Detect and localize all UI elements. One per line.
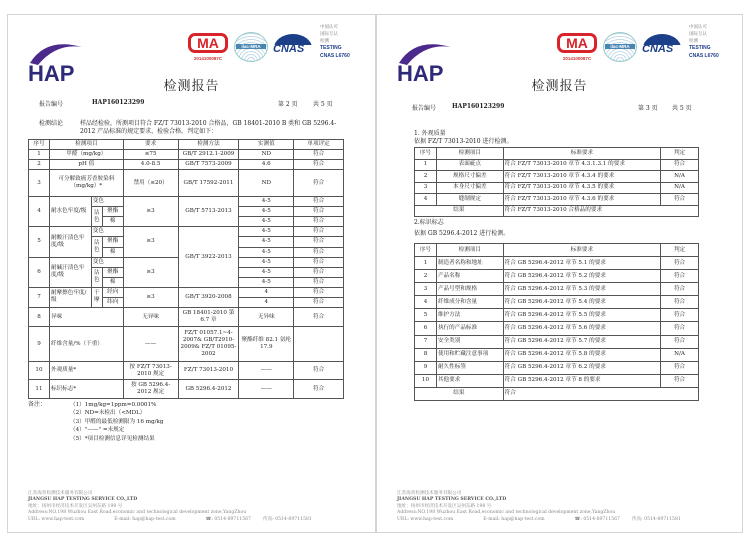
cell: 使用和贮藏注意事项: [436, 348, 503, 361]
header-cell: 检测项目: [49, 140, 123, 150]
cell: FZ/T 73013-2010: [178, 362, 239, 380]
cell: 外观质量*: [49, 362, 123, 380]
cell: 1: [415, 257, 437, 270]
cell: 符合: [503, 387, 698, 400]
cma-number: 2014100087C: [193, 56, 223, 61]
footer-fax: 传真: 0514-89711581: [631, 516, 681, 522]
table-row: [29, 227, 344, 237]
cell: 11: [29, 380, 50, 399]
notes-label: 备注：: [28, 401, 47, 408]
cell: 产品号型和规格: [436, 283, 503, 296]
report-no-label: 报告编号: [39, 101, 64, 108]
result-row: [415, 205, 699, 217]
page-total: 共 5 页: [672, 105, 692, 112]
cell: ——: [239, 380, 294, 399]
cell: 甲醛（mg/kg）: [49, 150, 123, 160]
cell: 4-5: [239, 257, 294, 267]
cell: 符合 FZ/T 73013-2010 章节 4.3.6 的要求: [503, 194, 660, 206]
cell: ——: [239, 362, 294, 380]
footer-email[interactable]: E-mail: hap@hap-test.com: [114, 516, 176, 522]
svg-text:HAP: HAP: [28, 61, 75, 85]
table-row: [29, 327, 344, 362]
cell: 耐摩擦色牢度/级: [49, 287, 91, 307]
cell: 4-5: [239, 217, 294, 227]
footer-address-cn: 地址：扬州市经济技术开发区吴州东路 198 号: [28, 503, 123, 509]
cell: GB/T 2912.1-2009: [178, 150, 239, 160]
cell: 符合 GB 5296.4-2012 章节 5.7 的要求: [503, 335, 660, 348]
header-cell: 检测项目: [436, 244, 503, 257]
cell: 符合: [294, 150, 344, 160]
cell: 制造者名称和地址: [436, 257, 503, 270]
cell: 聚酯纤维 82.1 氨纶 17.9: [239, 327, 294, 362]
cell: 符合 FZ/T 73013-2010 章节 4.3.1.3.1 的要求: [503, 159, 660, 171]
cnas-logo: [643, 34, 681, 62]
report-no: HAP160123299: [92, 99, 145, 106]
table-row: [415, 335, 699, 348]
footer-fax: 传真: 0514-89711581: [262, 516, 312, 522]
footer-address-en: Address:NO.198 Wuzhou East Road,economic and technological development zone,YangZhou: [397, 510, 616, 516]
cell: 3: [415, 283, 437, 296]
table-row: [29, 308, 344, 327]
cell: 4.0-8.5: [123, 160, 178, 170]
cell: 符合 FZ/T 73013-2010 章节 4.3.4 的要求: [503, 171, 660, 183]
table-row: [415, 283, 699, 296]
cell: 符合 GB 5296.4-2012 章节 5.6 的要求: [503, 322, 660, 335]
cell: 无异味: [123, 308, 178, 327]
cell: 7: [29, 287, 50, 307]
labeling-table: [414, 243, 699, 401]
report-page-3: [376, 14, 743, 533]
cell: 按 FZ/T 73013-2010 规定: [123, 362, 178, 380]
footer-email[interactable]: E-mail: hap@hap-test.com: [483, 516, 545, 522]
cell: 符合: [661, 361, 699, 374]
cell: 4-5: [239, 237, 294, 247]
cell: ≥3: [123, 287, 178, 307]
cell: 标识标志*: [49, 380, 123, 399]
cell: 符合: [661, 309, 699, 322]
cell: 符合: [294, 380, 344, 399]
report-no-label: 报告编号: [412, 105, 437, 112]
cell: 4: [415, 296, 437, 309]
cell: 4: [415, 194, 437, 206]
header-cell: 序号: [29, 140, 50, 150]
cell: 2: [415, 270, 437, 283]
cell: 聚酯: [102, 267, 123, 277]
cell: 聚酯: [102, 207, 123, 217]
table-row: [415, 257, 699, 270]
results-table: [28, 139, 344, 399]
table-row: [415, 374, 699, 387]
cell: GB 18401-2010 第 6.7 章: [178, 308, 239, 327]
ilac-mra-logo: [234, 32, 268, 62]
cell: 缝制规定: [436, 194, 503, 206]
acc-line: 国际互认: [689, 31, 707, 36]
header-cell: 标准要求: [503, 148, 660, 160]
table-row: [29, 362, 344, 380]
table-header: [29, 140, 344, 150]
cell: ≥3: [123, 257, 178, 287]
footer-url[interactable]: URL: www.hap-test.com: [28, 516, 85, 522]
table-row: [415, 296, 699, 309]
cell: 符合: [294, 170, 344, 197]
section-2-basis: 依据 GB 5296.4-2012 进行检测。: [414, 230, 510, 237]
note: （5）*项目检测信息详见检测结果: [70, 435, 155, 442]
cell: 耐水色牢度/级: [49, 197, 91, 227]
cell: ≥3: [123, 227, 178, 257]
cell: 5: [29, 227, 50, 257]
cell: 符合: [661, 257, 699, 270]
cell: 9: [415, 361, 437, 374]
cell: 执行的产品标准: [436, 322, 503, 335]
section-2-title: 2.标识标志: [414, 219, 444, 226]
cell: 沾色: [91, 267, 102, 287]
header-cell: 要求: [123, 140, 178, 150]
cell: 符合 GB 5296.4-2012 章节 5.8 的要求: [503, 348, 660, 361]
cell: 4-5: [239, 267, 294, 277]
section-1-basis: 依据 FZ/T 73013-2010 进行检测。: [414, 138, 513, 145]
cell: 4-5: [239, 207, 294, 217]
cma-logo: [557, 33, 597, 53]
report-no: HAP160123299: [452, 103, 505, 110]
page-total: 共 5 页: [313, 101, 333, 108]
footer-phone: ☎: 0514-89711567: [205, 516, 251, 522]
cell: 符合: [294, 308, 344, 327]
page-number: 第 2 页: [278, 101, 298, 108]
acc-number: CNAS L6760: [689, 53, 719, 59]
cell: 4: [239, 297, 294, 307]
cell: 4-5: [239, 227, 294, 237]
cell: 符合 GB 5296.4-2012 章节 5.5 的要求: [503, 309, 660, 322]
note: （4）"——" =未规定: [70, 427, 125, 434]
accreditation-text: [689, 23, 719, 60]
cma-text: MA: [566, 35, 588, 51]
cell: 变色: [91, 227, 123, 237]
cell: 4-5: [239, 277, 294, 287]
cell: 符合: [661, 296, 699, 309]
cell: 8: [29, 308, 50, 327]
cell: 异味: [49, 308, 123, 327]
table-row: [29, 197, 344, 207]
cell: GB/T 5713-2013: [178, 197, 239, 227]
cell: 4: [239, 287, 294, 297]
cell: 耐酸汗渍色牢度/级: [49, 227, 91, 257]
cell: N/A: [661, 348, 699, 361]
cell: 1: [29, 150, 50, 160]
note: （1）1mg/kg=1ppm=0.0001%: [70, 402, 157, 408]
page-title: 检测报告: [163, 79, 220, 94]
table-row: [415, 194, 699, 206]
cell: 符合: [294, 247, 344, 257]
cell: N/A: [661, 171, 699, 183]
cell: 4: [29, 197, 50, 227]
cell: 符合 GB 5296.4-2012 章节 5.4 的要求: [503, 296, 660, 309]
cell: 符合: [294, 257, 344, 267]
cell: 变色: [91, 257, 123, 267]
cell: 符合 GB 5296.4-2012 章节 8 的要求: [503, 374, 660, 387]
cell: 符合: [294, 297, 344, 307]
section-1-title: 1. 外观质量: [414, 130, 446, 137]
cma-number: 2014100087C: [562, 56, 592, 61]
cell: 符合: [294, 287, 344, 297]
page-title: 检测报告: [531, 79, 588, 94]
table-row: [29, 160, 344, 170]
table-row: [29, 287, 344, 297]
cell: 符合 GB 5296.4-2012 章节 5.2 的要求: [503, 270, 660, 283]
cell: 其他要求: [436, 374, 503, 387]
cell: FZ/T 01057.1~4-2007& GB/T2910-2009& FZ/T 01095-2002: [178, 327, 239, 362]
notes-list: [70, 401, 164, 443]
table-row: [415, 322, 699, 335]
footer-company-cn: 江苏海普检测技术服务有限公司: [28, 491, 93, 496]
cell: 符合: [294, 362, 344, 380]
header-cell: 单项评定: [294, 140, 344, 150]
cnas-logo: [274, 34, 312, 62]
header-cell: 标准要求: [503, 244, 660, 257]
cell: 符合: [294, 197, 344, 207]
ilac-text: ilac-MRA: [605, 44, 635, 49]
cell: [294, 327, 344, 362]
cell: 纬向: [102, 297, 123, 307]
cell: 3: [415, 182, 437, 194]
cell: GB/T 17592-2011: [178, 170, 239, 197]
page-number: 第 3 页: [638, 105, 658, 112]
header-cell: 检测方法: [178, 140, 239, 150]
conclusion-label: 检测结论: [39, 120, 64, 127]
table-header: [415, 148, 699, 160]
acc-line: 中国认可: [320, 24, 338, 29]
cell: 纤维含量/%（干重）: [49, 327, 123, 362]
table-row: [29, 170, 344, 197]
cell: 本身尺寸偏差: [436, 182, 503, 194]
cell: 耐久性标签: [436, 361, 503, 374]
cell: 棉: [102, 247, 123, 257]
cell: 棉: [102, 277, 123, 287]
table-row: [415, 182, 699, 194]
cnas-text: CNAS: [642, 43, 674, 55]
cnas-text: CNAS: [273, 43, 305, 55]
footer-url[interactable]: URL: www.hap-test.com: [397, 516, 454, 522]
footer-company-en: JIANGSU HAP TESTING SERVICE CO.,LTD: [28, 497, 138, 503]
report-page-2: [7, 14, 376, 533]
table-row: [29, 150, 344, 160]
cell: 3: [29, 170, 50, 197]
cell: 符合 FZ/T 73013-2010 合格品的要求: [503, 205, 698, 217]
footer-company-cn: 江苏海普检测技术服务有限公司: [397, 491, 462, 496]
table-row: [415, 270, 699, 283]
cell: 2: [415, 171, 437, 183]
cell: ND: [239, 150, 294, 160]
cell: 禁用（≤20）: [123, 170, 178, 197]
cell: 符合: [294, 217, 344, 227]
cell: 表面疵点: [436, 159, 503, 171]
cell: 5: [415, 309, 437, 322]
cell: 4-5: [239, 247, 294, 257]
cell: 纤维成分和含量: [436, 296, 503, 309]
cell: 规格尺寸偏差: [436, 171, 503, 183]
cell: 9: [29, 327, 50, 362]
cell: 符合 GB 5296.4-2012 章节 5.3 的要求: [503, 283, 660, 296]
cell: 符合: [661, 194, 699, 206]
cell: 6: [415, 322, 437, 335]
cell: 符合: [661, 159, 699, 171]
cell: 安全类别: [436, 335, 503, 348]
acc-number: CNAS L6760: [320, 53, 350, 59]
header-cell: 判定: [661, 148, 699, 160]
cell: 7: [415, 335, 437, 348]
cell: 符合 GB 5296.4-2012 章节 6.2 的要求: [503, 361, 660, 374]
cell: 4-5: [239, 197, 294, 207]
cell: 符合: [294, 160, 344, 170]
cell: 棉: [102, 217, 123, 227]
footer-address-cn: 地址：扬州市经济技术开发区吴州东路 198 号: [397, 503, 492, 509]
cell: 符合: [661, 283, 699, 296]
cell: 10: [29, 362, 50, 380]
footer-address-en: Address:NO.198 Wuzhou East Road,economic and technological development zone,YangZhou: [28, 510, 247, 516]
header-cell: 实测值: [239, 140, 294, 150]
cell: 符合 GB 5296.4-2012 章节 5.1 的要求: [503, 257, 660, 270]
cell: 4.6: [239, 160, 294, 170]
result-row: [415, 387, 699, 400]
footer: [28, 491, 312, 523]
cell: 按 GB 5296.4-2012 规定: [123, 380, 178, 399]
cell: 符合: [294, 237, 344, 247]
cell: 1: [415, 159, 437, 171]
cell: 聚酯: [102, 237, 123, 247]
cell: 符合: [294, 207, 344, 217]
cell: 符合: [661, 335, 699, 348]
cell: ≤75: [123, 150, 178, 160]
ilac-text: ilac-MRA: [236, 44, 266, 49]
cell: 2: [29, 160, 50, 170]
appearance-table: [414, 147, 699, 217]
footer-phone: ☎: 0514-89711567: [574, 516, 620, 522]
cell: 变色: [91, 197, 123, 207]
cell: 符合: [661, 270, 699, 283]
cell: 结果: [415, 387, 504, 400]
table-row: [29, 380, 344, 399]
note: （3）甲醛的最低检测限为 16 mg/kg: [70, 418, 164, 425]
table-header: [415, 244, 699, 257]
cell: 干摩: [91, 287, 102, 307]
ilac-mra-logo: [603, 32, 637, 62]
cell: 维护方法: [436, 309, 503, 322]
cma-text: MA: [197, 35, 219, 51]
header-cell: 序号: [415, 244, 437, 257]
cell: GB 5296.4-2012: [178, 380, 239, 399]
cell: 可分解致癌芳香胺染料（mg/kg）*: [49, 170, 123, 197]
acc-line: 中国认可: [689, 24, 707, 29]
cell: ——: [123, 327, 178, 362]
table-row: [415, 348, 699, 361]
cell: 10: [415, 374, 437, 387]
cell: 6: [29, 257, 50, 287]
cell: 符合 FZ/T 73013-2010 章节 4.3.5 的要求: [503, 182, 660, 194]
acc-line: 国际互认: [320, 31, 338, 36]
cell: 经向: [102, 287, 123, 297]
cell: 符合: [294, 267, 344, 277]
cell: 符合: [294, 227, 344, 237]
cell: 符合: [294, 277, 344, 287]
cma-logo: [188, 33, 228, 53]
cell: N/A: [661, 182, 699, 194]
cell: ND: [239, 170, 294, 197]
cell: 符合: [661, 322, 699, 335]
table-row: [415, 171, 699, 183]
header-cell: 检测项目: [436, 148, 503, 160]
cell: 沾色: [91, 237, 102, 257]
cell: GB/T 3922-2013: [178, 227, 239, 287]
cell: GB/T 7573-2009: [178, 160, 239, 170]
header-cell: 判定: [661, 244, 699, 257]
cell: 结果: [415, 205, 504, 217]
accreditation-text: [320, 23, 350, 60]
table-row: [415, 361, 699, 374]
table-row: [415, 309, 699, 322]
acc-line: 检测: [320, 38, 329, 43]
svg-text:HAP: HAP: [397, 61, 444, 85]
cell: pH 值: [49, 160, 123, 170]
footer-company-en: JIANGSU HAP TESTING SERVICE CO.,LTD: [397, 497, 507, 503]
cell: 耐碱汗渍色牢度/级: [49, 257, 91, 287]
cell: ≥3: [123, 197, 178, 227]
cell: 符合: [661, 374, 699, 387]
cell: 8: [415, 348, 437, 361]
acc-testing: TESTING: [320, 45, 342, 51]
table-row: [415, 159, 699, 171]
cell: 产品名称: [436, 270, 503, 283]
acc-testing: TESTING: [689, 45, 711, 51]
header-cell: 序号: [415, 148, 437, 160]
cell: 沾色: [91, 207, 102, 227]
note: （2）ND=未检出（<MDL）: [70, 410, 146, 417]
acc-line: 检测: [689, 38, 698, 43]
footer: [397, 491, 681, 523]
cell: GB/T 3920-2008: [178, 287, 239, 307]
cell: 无异味: [239, 308, 294, 327]
conclusion-text: 样品经检验，所测项目符合 FZ/T 73013-2010 合格品，GB 18401-2010 B 类和 GB 5296.4-2012 产品标准的规定要求，检验合格。判定如下：: [80, 120, 337, 135]
